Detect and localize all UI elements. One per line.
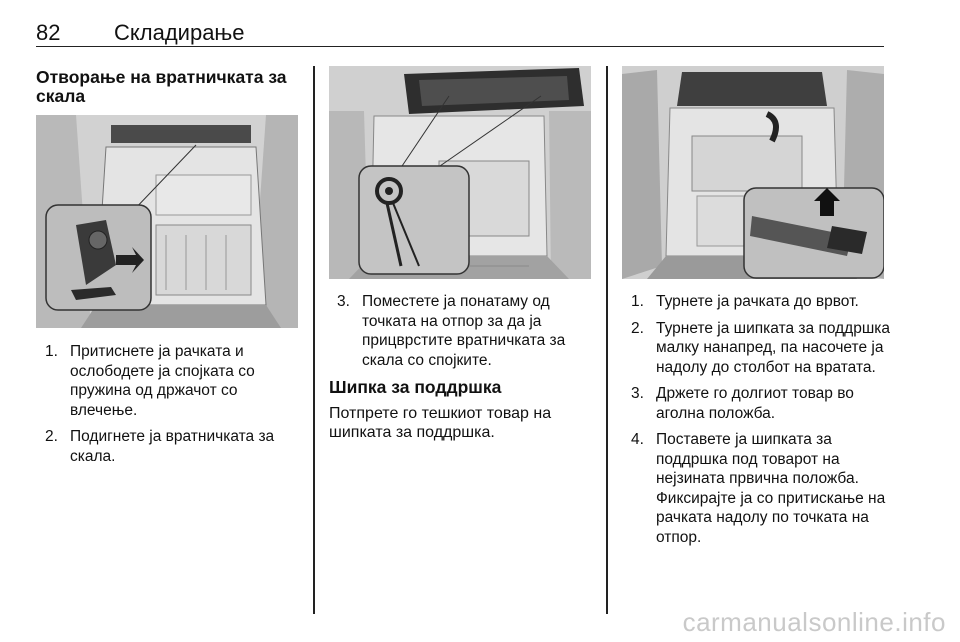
section-heading-ladder-flap: Отворање на вратничката за скала	[36, 67, 287, 106]
step-text: Турнете ја рачката до врвот.	[656, 293, 859, 310]
van-rear-ladder-flap-handle-illustration	[36, 115, 298, 328]
step-text: Поставете ја шипката за поддршка под товарот на нејзината првична положба. Фиксирајте ја со притискање на рачката надолу по точката на отпор.	[656, 431, 886, 546]
step-text: Подигнете ја вратничката за скала.	[70, 428, 275, 465]
step-text: Притиснете ја рачката и ослободете ја спојката со пружина од држачот со влечење.	[70, 343, 255, 419]
step-item	[45, 427, 295, 466]
steps-right	[631, 292, 891, 554]
step-number: 4.	[631, 431, 644, 448]
step-item	[631, 319, 891, 378]
ladder-flap-cable-clip-illustration	[329, 66, 591, 279]
column-divider-right	[606, 66, 608, 614]
support-bar-tube-illustration	[622, 66, 884, 279]
step-item	[631, 384, 891, 423]
section-heading-support-bar: Шипка за поддршка	[329, 377, 502, 397]
figure-support-bar	[622, 66, 884, 279]
step-number: 3.	[337, 293, 350, 310]
page-header	[36, 10, 884, 47]
steps-left	[45, 342, 295, 473]
page-number: 82	[36, 20, 61, 45]
step-text: Држете го долгиот товар во аголна положба.	[656, 385, 854, 422]
support-bar-paragraph: Потпрете го тешкиот товар на шипката за поддршка.	[329, 405, 552, 441]
step-number: 1.	[45, 343, 58, 360]
figure-ladder-flap-clips	[329, 66, 591, 279]
column-divider-left	[313, 66, 315, 614]
step-number: 2.	[631, 319, 644, 337]
step-text: Поместете ја понатаму од точката на отпор за да ја прицврстите вратничката за скала со спојките.	[362, 293, 566, 369]
step-number: 1.	[631, 293, 644, 310]
figure-ladder-flap-handle	[36, 115, 298, 328]
step-number: 2.	[45, 428, 58, 445]
step-item	[45, 342, 295, 420]
chapter-title: Складирање	[114, 20, 245, 45]
step-item	[631, 292, 891, 312]
step-item	[337, 292, 592, 370]
step-text: Турнете ја шипката за поддршка малку нанапред, па насочете ја надолу до столбот на вратата.	[656, 319, 891, 376]
step-number: 3.	[631, 385, 644, 402]
step-item	[631, 430, 891, 547]
watermark: carmanualsonline.info	[682, 607, 946, 637]
steps-middle	[337, 292, 592, 377]
